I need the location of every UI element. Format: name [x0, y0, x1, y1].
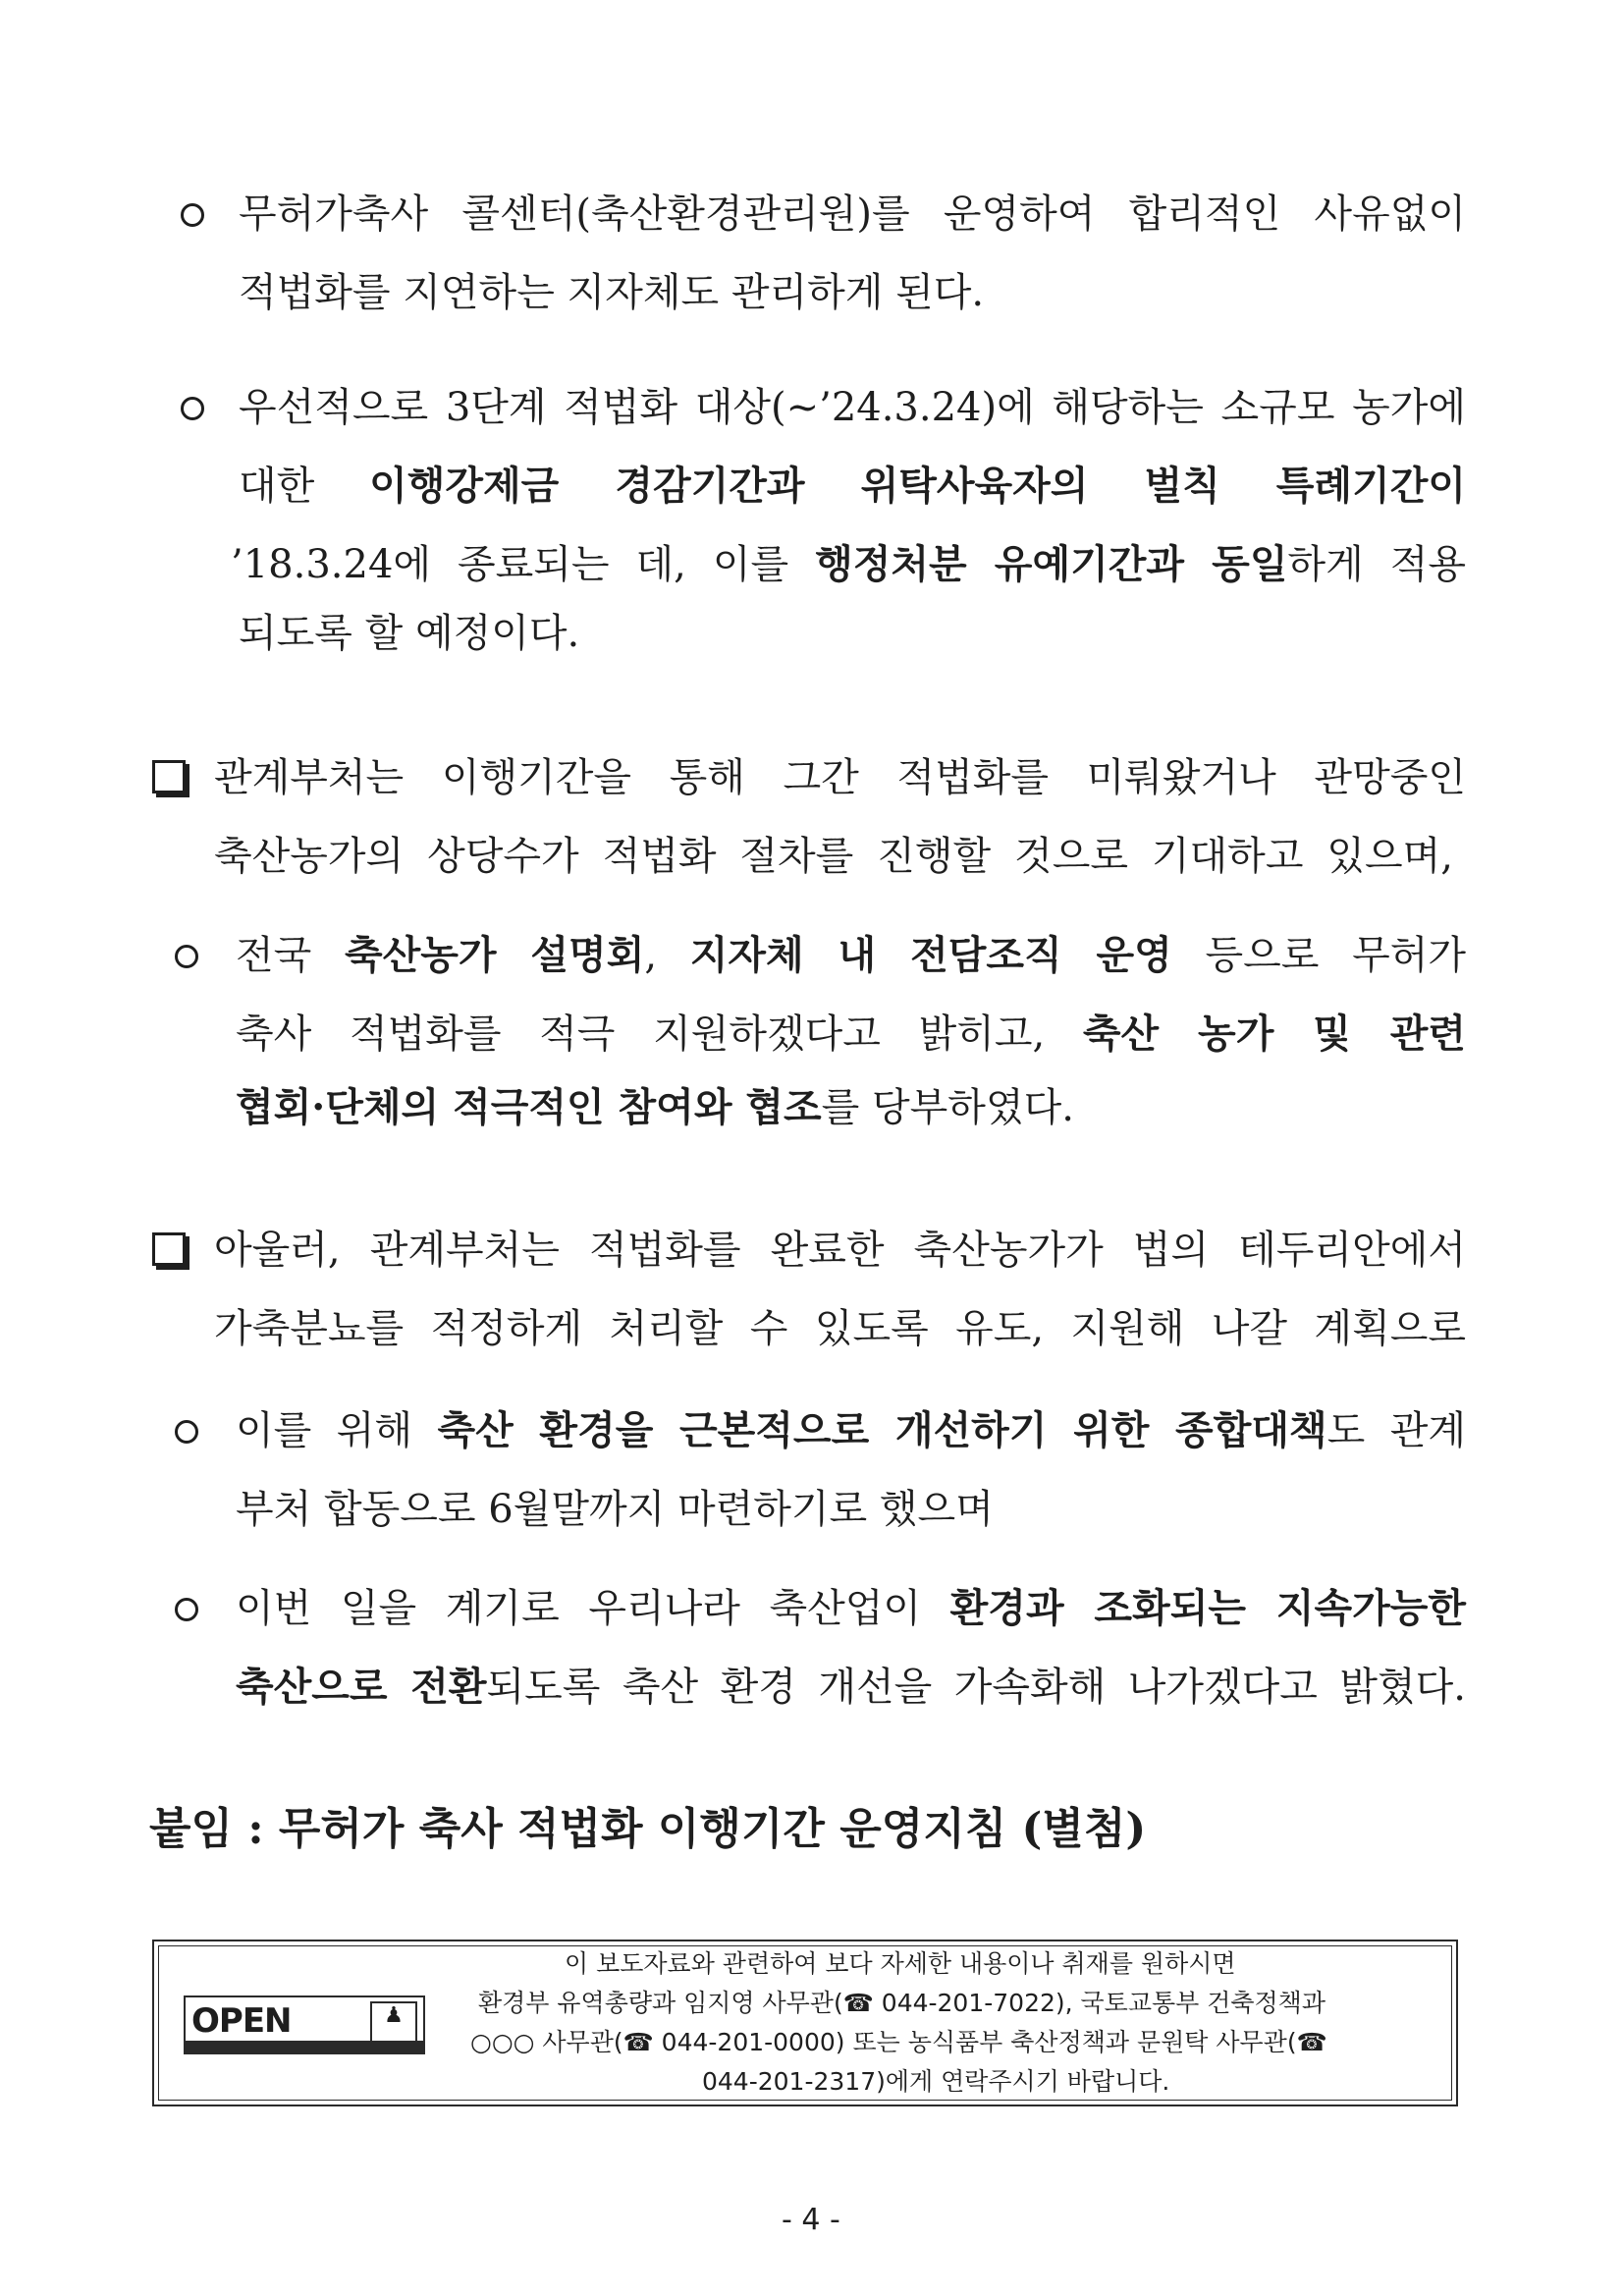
open-logo-strip — [186, 2041, 423, 2052]
text-line — [214, 755, 1466, 800]
text-line — [231, 541, 1466, 587]
text-line — [239, 463, 1466, 509]
circle-bullet-icon — [175, 1420, 198, 1444]
text-line — [214, 1306, 1466, 1351]
attribution-person-icon: ♟ — [370, 2001, 417, 2045]
text-segment: 축산농가의 상당수가 적법화 절차를 진행할 것으로 기대하고 있으며, — [214, 834, 1453, 879]
square-bullet-icon — [152, 1232, 186, 1266]
text-segment: 이번 일을 계기로 우리나라 축산업이 — [236, 1586, 950, 1631]
text-segment: 적법화를 지연하는 지자체도 관리하게 된다. — [239, 270, 985, 315]
bold-text-segment: 축산농가 설명회 — [344, 932, 645, 978]
bold-text-segment: 환경과 조화되는 지속가능한 — [949, 1585, 1466, 1631]
text-line — [239, 270, 985, 315]
contact-line: ○○○ 사무관(☎ 044-201-0000) 또는 농식품부 축산정책과 문원탁 사무관(☎ — [470, 2028, 1327, 2056]
bold-text-segment: 축산 농가 및 관련 — [1082, 1011, 1466, 1057]
text-line — [214, 834, 1453, 879]
text-segment: , — [644, 933, 690, 978]
contact-box — [152, 1940, 1458, 2106]
bold-text-segment: 협회·단체의 적극적인 참여와 협조 — [236, 1084, 822, 1130]
circle-bullet-icon — [181, 397, 204, 420]
text-line — [236, 1011, 1466, 1057]
text-segment: 아울러, 관계부처는 적법화를 완료한 축산농가가 법의 테두리안에서 — [214, 1228, 1466, 1273]
text-line — [239, 385, 1466, 430]
text-segment: 축사 적법화를 적극 지원하겠다고 밝히고, — [236, 1011, 1083, 1057]
text-segment: 가축분뇨를 적정하게 처리할 수 있도록 유도, 지원해 나갈 계획으로 — [214, 1306, 1466, 1351]
bold-text-segment: 이행강제금 경감기간과 위탁사육자의 벌칙 특례기간이 — [369, 463, 1466, 509]
bold-text-segment: 지자체 내 전담조직 운영 — [689, 932, 1172, 978]
text-segment: 관계부처는 이행기간을 통해 그간 적법화를 미뤄왔거나 관망중인 — [214, 755, 1466, 800]
text-segment: 되도록 할 예정이다. — [239, 611, 580, 656]
circle-bullet-icon — [175, 945, 198, 968]
text-line — [214, 1228, 1466, 1273]
text-segment: 하게 적용 — [1287, 542, 1466, 587]
contact-line: 환경부 유역총량과 임지영 사무관(☎ 044-201-7022), 국토교통부 건축정책과 — [478, 1989, 1325, 2017]
text-segment: 부처 합동으로 6월말까지 마련하기로 했으며 — [236, 1487, 994, 1532]
open-logo-word: OPEN — [191, 2001, 292, 2041]
text-line — [236, 1664, 1466, 1710]
text-segment: ’18.3.24에 종료되는 데, 이를 — [231, 542, 816, 587]
text-line — [236, 932, 1466, 978]
attachment-note: 붙임 : 무허가 축사 적법화 이행기간 운영지침 (별첨) — [149, 1804, 1147, 1854]
text-segment: 등으로 무허가 — [1171, 933, 1466, 978]
bold-text-segment: 축산으로 전환 — [236, 1664, 487, 1710]
text-segment: 도 관계 — [1326, 1408, 1466, 1453]
text-segment: 우선적으로 3단계 적법화 대상(~’24.3.24)에 해당하는 소규모 농가에 — [239, 385, 1466, 430]
text-line — [239, 611, 580, 656]
text-segment: 대한 — [239, 464, 370, 509]
contact-line: 044-201-2317)에게 연락주시기 바랍니다. — [702, 2067, 1170, 2096]
circle-bullet-icon — [175, 1598, 198, 1621]
text-line — [236, 1487, 994, 1532]
bold-text-segment: 축산 환경을 근본적으로 개선하기 위한 종합대책 — [437, 1407, 1327, 1453]
bold-text-segment: 행정처분 유예기간과 동일 — [815, 541, 1288, 587]
text-segment: 무허가축사 콜센터(축산환경관리원)를 운영하여 합리적인 사유없이 — [239, 191, 1466, 237]
page-number: - 4 - — [782, 2203, 840, 2237]
text-line — [236, 1585, 1466, 1631]
text-segment: 되도록 축산 환경 개선을 가속화해 나가겠다고 밝혔다. — [486, 1665, 1466, 1710]
text-line — [236, 1407, 1466, 1453]
text-segment: 이를 위해 — [236, 1408, 438, 1453]
circle-bullet-icon — [181, 203, 204, 227]
text-line — [239, 191, 1466, 237]
contact-line: 이 보도자료와 관련하여 보다 자세한 내용이나 취재를 원하시면 — [565, 1949, 1236, 1978]
text-segment: 를 당부하였다. — [821, 1085, 1074, 1130]
open-license-logo — [184, 1995, 425, 2054]
square-bullet-icon — [152, 760, 186, 793]
text-line — [236, 1084, 1074, 1130]
text-segment: 전국 — [236, 933, 345, 978]
